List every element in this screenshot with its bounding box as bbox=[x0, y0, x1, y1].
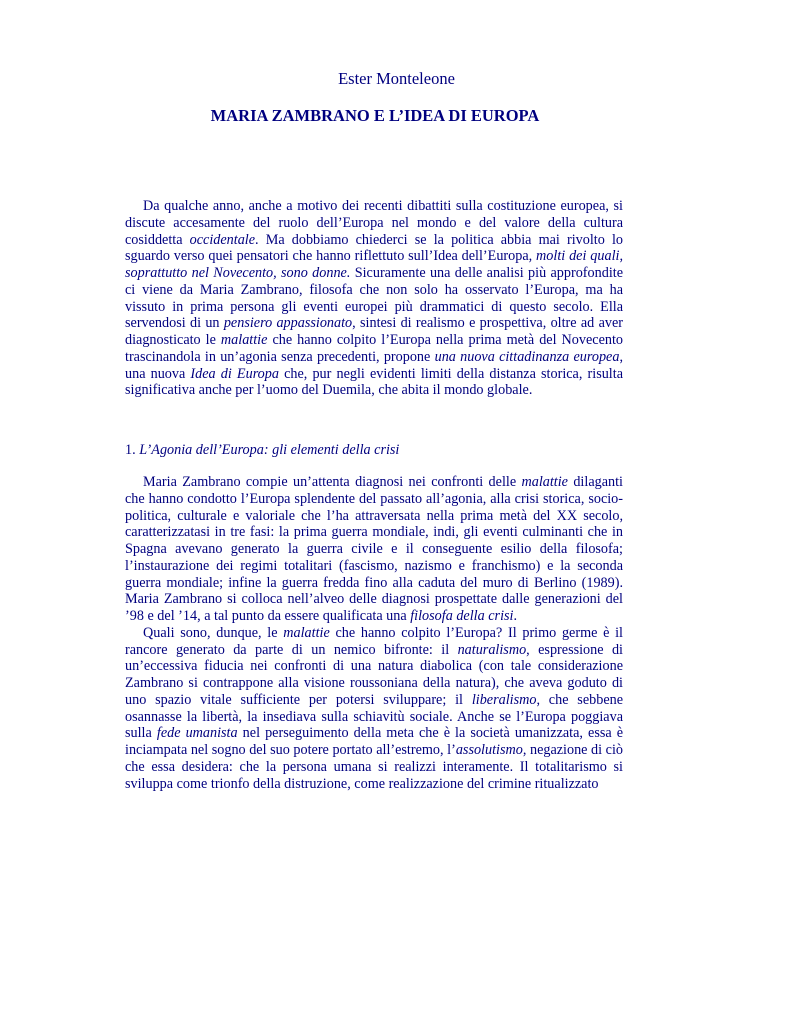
author-name: Ester Monteleone bbox=[338, 69, 455, 88]
section-heading bbox=[125, 442, 623, 459]
text-run: che hanno colpito l’Europa? Il primo germe è il rancore generato da parte di un nemico bifronte: il bbox=[125, 624, 623, 658]
italic-run: malattie bbox=[521, 474, 568, 490]
italic-run: assolutismo bbox=[455, 742, 523, 758]
italic-run: malattie bbox=[220, 332, 268, 348]
text-run: Quali sono, dunque, le bbox=[143, 624, 284, 641]
italic-run: pensiero appassionato bbox=[223, 315, 353, 332]
text-run: , che sebbene osannasse la libertà, la insediava sulla schiavitù sociale. Anche se l’Europa poggiava sulla bbox=[125, 691, 624, 742]
text-run: Maria Zambrano compie un’attenta diagnosi nei confronti delle bbox=[143, 474, 522, 490]
intro-paragraph bbox=[125, 198, 623, 399]
section-number: 1. bbox=[125, 442, 140, 458]
section-heading-text: L’Agonia dell’Europa: gli elementi della crisi bbox=[139, 442, 400, 458]
text-run: , espressione di un’eccessiva fiducia nei confronti di una natura diabolica (con tale considerazione Zambrano si contrappone alla visione roussoniana della natura), che aveva goduto di uno spazio vitale sufficiente per potersi sviluppare; il bbox=[125, 641, 623, 708]
italic-run: occidentale bbox=[189, 231, 256, 248]
text-run: dilaganti che hanno condotto l’Europa splendente del passato all’agonia, alla crisi storica, socio-politica, culturale e valoriale che l’ha attraversata nella prima metà del XX secolo, caratterizzatasi in tre fasi: la prima guerra mondiale, indi, gli eventi culminanti che in Spagna avevano generato la guerra civile e il conseguente esilio della filosofa; l’instaurazione dei regimi totalitari (fascismo, nazismo e franchismo) e la seconda guerra mondiale; infine la guerra fredda fino alla caduta del muro di Berlino (1989). Maria Zambrano si colloca nell’alveo delle diagnosi prospettate dalle generazioni del ’98 e del ’14, a tal punto da essere qualificata una bbox=[125, 474, 623, 624]
text-run: . Ma dobbiamo chiederci se la politica abbia mai rivolto lo sguardo verso quei pensatori che hanno riflettuto sull’Idea dell’Europa bbox=[125, 231, 623, 265]
italic-run: filosofa della crisi bbox=[410, 608, 514, 624]
text-run: . bbox=[513, 608, 518, 624]
text-run: che, pur negli evidenti limiti della distanza storica, risulta significativa anche per l’uomo del Duemila, che abita il mondo globale. bbox=[125, 365, 623, 399]
body-paragraph bbox=[125, 625, 623, 793]
text-run: , sintesi di realismo e prospettiva, oltre ad aver diagnosticato le bbox=[125, 315, 623, 348]
body-paragraph bbox=[125, 474, 623, 625]
italic-run: , molti dei quali, soprattutto nel Novecento, sono donne. bbox=[125, 248, 624, 281]
document-title: MARIA ZAMBRANO E L’IDEA DI EUROPA bbox=[210, 106, 540, 125]
text-run: Da qualche anno, anche a motivo dei recenti dibattiti sulla costituzione europea, si discute accesamente del ruolo dell’Europa nel mondo e del valore della cultura cosiddetta bbox=[125, 198, 623, 248]
italic-run: naturalismo bbox=[457, 641, 527, 658]
italic-run: fede umanista bbox=[156, 725, 238, 742]
text-run: nel perseguimento della meta che è la società umanizzata, essa è inciampata nel sogno del suo potere portato all’estremo, l’ bbox=[125, 725, 624, 758]
text-run: Sicuramente una delle analisi più approfondite ci viene da Maria Zambrano, filosofa che non solo ha osservato l’Europa, ma ha vissuto in prima persona gli eventi europei più drammatici di questo secolo. Ella servendosi di un bbox=[125, 265, 623, 332]
text-run: , una nuova bbox=[125, 348, 623, 382]
italic-run: liberalismo bbox=[471, 691, 537, 708]
italic-run: Idea di Europa bbox=[190, 365, 279, 382]
italic-run: una nuova cittadinanza europea bbox=[434, 348, 620, 365]
text-run: , negazione di ciò che essa desidera: che la persona umana si realizzi interamente. Il totalitarismo si sviluppa come trionfo della distruzione, come realizzazione del crimine ritualizzato bbox=[125, 742, 624, 792]
italic-run: malattie bbox=[283, 624, 330, 641]
section-body bbox=[125, 474, 623, 792]
text-run: che hanno colpito l’Europa nella prima metà del Novecento trascinandola in un’agonia senza precedenti, propone bbox=[125, 332, 623, 365]
